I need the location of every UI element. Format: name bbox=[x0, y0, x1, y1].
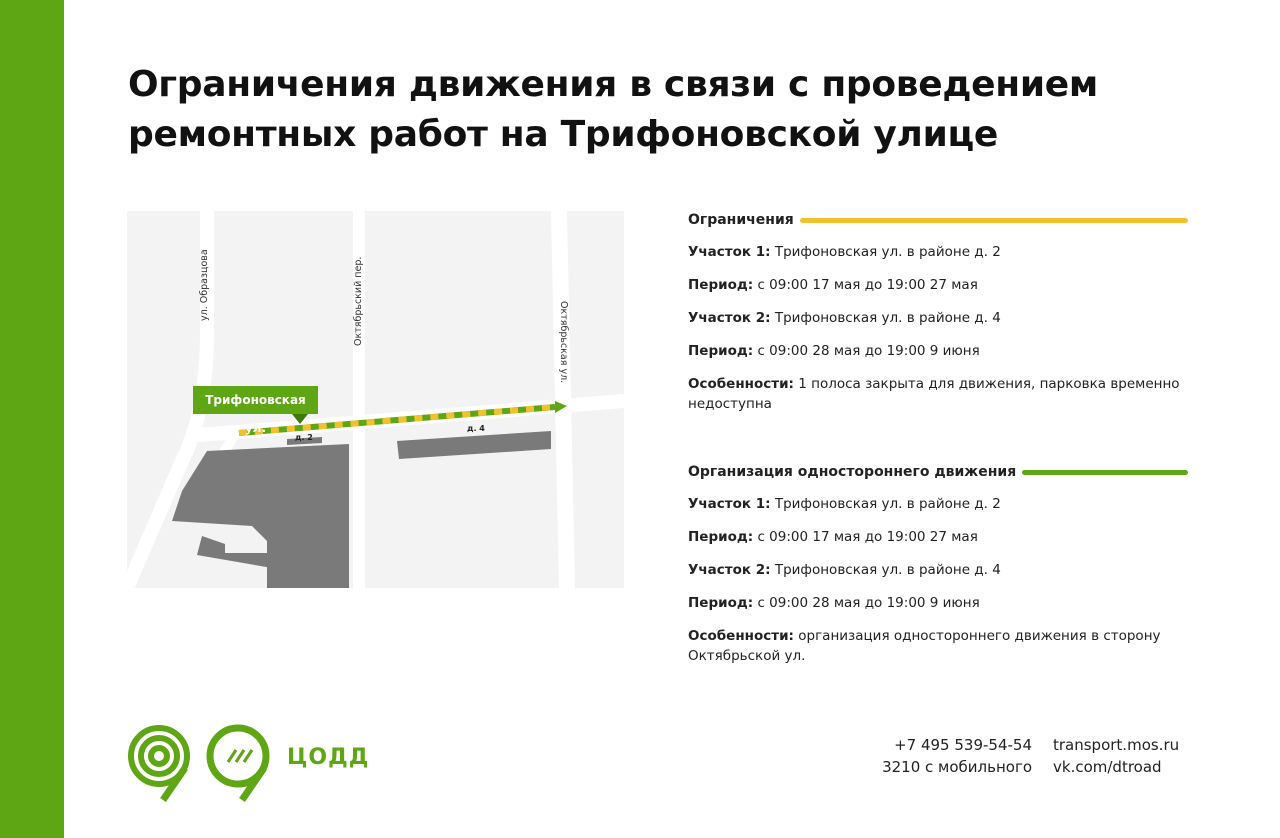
restrictions-row-section1 bbox=[688, 242, 1188, 262]
codd-brand-text: ЦОДД bbox=[287, 745, 370, 770]
restrictions-row-section2 bbox=[688, 308, 1188, 328]
moscow-transport-logo-icon bbox=[127, 724, 193, 802]
codd-logo-icon bbox=[206, 724, 272, 802]
oneway-heading-text: Организация одностороннего движения bbox=[688, 464, 1017, 480]
restrictions-row-period1 bbox=[688, 275, 1188, 295]
restrictions-heading-line bbox=[800, 218, 1188, 223]
oneway-row-section1 bbox=[688, 494, 1188, 514]
site-link[interactable]: transport.mos.ru bbox=[1053, 736, 1180, 754]
street-tag-trifonovskaya: Трифоновская ул. bbox=[193, 386, 318, 414]
row-value: с 09:00 28 мая до 19:00 9 июня bbox=[757, 343, 980, 359]
row-value: с 09:00 17 мая до 19:00 27 мая bbox=[757, 277, 978, 293]
row-label: Период: bbox=[688, 343, 754, 359]
oneway-row-period2 bbox=[688, 593, 1188, 613]
oneway-row-section2 bbox=[688, 560, 1188, 580]
row-value: организация одностороннего движения в сторону Октябрьской ул. bbox=[688, 628, 1161, 664]
building-label-2: д. 2 bbox=[295, 433, 313, 442]
row-value: Трифоновская ул. в районе д. 4 bbox=[774, 310, 1001, 326]
oneway-heading bbox=[688, 462, 1188, 482]
phone-block bbox=[866, 734, 1032, 778]
row-label: Участок 1: bbox=[688, 496, 771, 512]
restrictions-row-features bbox=[688, 374, 1188, 414]
street-label-obraztsova: ул. Образцова bbox=[199, 249, 210, 321]
phone-number[interactable]: +7 495 539-54-54 bbox=[894, 736, 1032, 754]
links-block bbox=[1053, 734, 1179, 778]
row-value: Трифоновская ул. в районе д. 2 bbox=[774, 496, 1001, 512]
street-tag-pointer bbox=[292, 414, 308, 424]
row-value: с 09:00 17 мая до 19:00 27 мая bbox=[757, 529, 978, 545]
side-accent-bar bbox=[0, 0, 64, 838]
restrictions-heading-text: Ограничения bbox=[688, 212, 794, 228]
building-label-4: д. 4 bbox=[467, 424, 485, 433]
row-label: Участок 2: bbox=[688, 562, 771, 578]
row-label: Период: bbox=[688, 529, 754, 545]
row-label: Особенности: bbox=[688, 376, 794, 392]
vk-link[interactable]: vk.com/dtroad bbox=[1053, 758, 1162, 776]
oneway-row-period1 bbox=[688, 527, 1188, 547]
row-value: Трифоновская ул. в районе д. 2 bbox=[774, 244, 1001, 260]
page-title bbox=[128, 60, 1228, 160]
oneway-section bbox=[688, 462, 1188, 666]
title-line-1: Ограничения движения в связи с проведением bbox=[128, 64, 1099, 105]
restrictions-section bbox=[688, 210, 1188, 414]
row-value: 1 полоса закрыта для движения, парковка временно недоступна bbox=[688, 376, 1180, 412]
row-label: Период: bbox=[688, 277, 754, 293]
row-value: Трифоновская ул. в районе д. 4 bbox=[774, 562, 1001, 578]
oneway-row-features bbox=[688, 626, 1188, 666]
row-value: с 09:00 28 мая до 19:00 9 июня bbox=[757, 595, 980, 611]
title-line-2: ремонтных работ на Трифоновской улице bbox=[128, 114, 999, 155]
restrictions-row-period2 bbox=[688, 341, 1188, 361]
row-label: Участок 1: bbox=[688, 244, 771, 260]
mobile-short-number[interactable]: 3210 с мобильного bbox=[882, 758, 1032, 776]
street-label-oktyabrskaya: Октябрьская ул. bbox=[558, 301, 569, 384]
row-label: Участок 2: bbox=[688, 310, 771, 326]
oneway-heading-line bbox=[1022, 470, 1188, 475]
row-label: Период: bbox=[688, 595, 754, 611]
street-label-oktyabrsky-per: Октябрьский пер. bbox=[353, 256, 364, 346]
restrictions-heading bbox=[688, 210, 1188, 230]
row-label: Особенности: bbox=[688, 628, 794, 644]
